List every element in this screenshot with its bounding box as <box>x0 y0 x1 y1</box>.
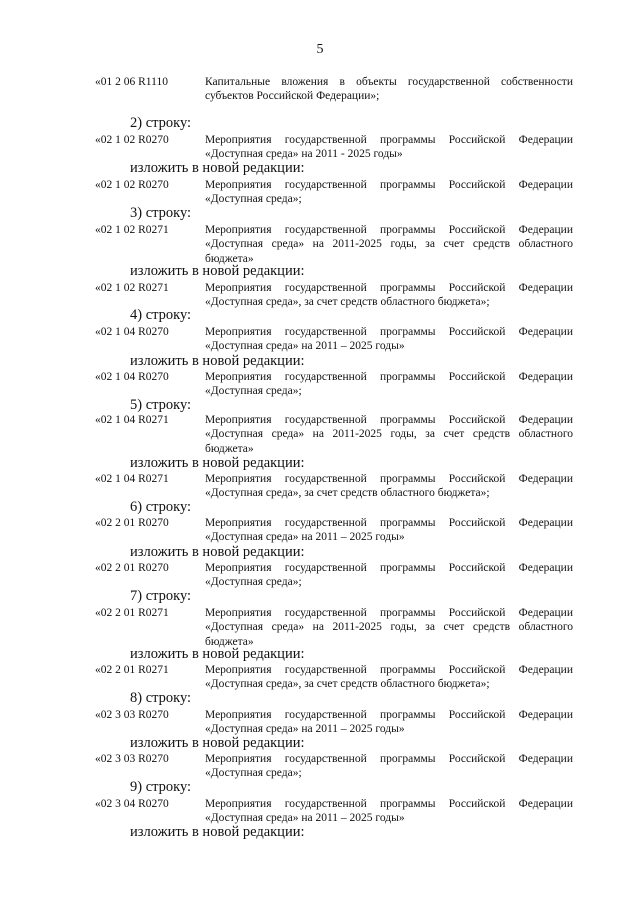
budget-code: «02 3 03 R0270 <box>95 753 169 765</box>
budget-description: Мероприятия государственной программы Российской Федерации «Доступная среда» на 2011 - 2025 годы» <box>205 134 573 161</box>
budget-description: Мероприятия государственной программы Российской Федерации «Доступная среда» на 2011 – 2025 годы» <box>205 798 573 825</box>
section-heading: 6) строку: <box>130 499 192 515</box>
budget-description: Мероприятия государственной программы Российской Федерации «Доступная среда» на 2011-2025 годы, за счет средств областного бюджета» <box>205 414 573 455</box>
section-heading: изложить в новой редакции: <box>130 160 305 176</box>
budget-description: Мероприятия государственной программы Российской Федерации «Доступная среда»; <box>205 371 573 398</box>
budget-description: Капитальные вложения в объекты государственной собственности субъектов Российской Федерации»; <box>205 76 573 103</box>
section-heading: изложить в новой редакции: <box>130 735 305 751</box>
budget-description: Мероприятия государственной программы Российской Федерации «Доступная среда» на 2011-2025 годы, за счет средств областного бюджета» <box>205 224 573 265</box>
budget-description: Мероприятия государственной программы Российской Федерации «Доступная среда»; <box>205 179 573 206</box>
page-number: 5 <box>316 42 324 57</box>
section-heading: 8) строку: <box>130 690 192 706</box>
budget-code: «02 1 04 R0270 <box>95 326 169 338</box>
budget-description: Мероприятия государственной программы Российской Федерации «Доступная среда» на 2011 – 2025 годы» <box>205 709 573 736</box>
budget-description: Мероприятия государственной программы Российской Федерации «Доступная среда» на 2011 – 2025 годы» <box>205 326 573 353</box>
section-heading: изложить в новой редакции: <box>130 544 305 560</box>
budget-code: «02 1 02 R0271 <box>95 224 169 236</box>
section-heading: 5) строку: <box>130 397 192 413</box>
budget-description: Мероприятия государственной программы Российской Федерации «Доступная среда», за счет средств областного бюджета»; <box>205 282 573 309</box>
budget-code: «02 1 02 R0270 <box>95 179 169 191</box>
budget-code: «02 3 04 R0270 <box>95 798 169 810</box>
budget-description: Мероприятия государственной программы Российской Федерации «Доступная среда»; <box>205 562 573 589</box>
budget-description: Мероприятия государственной программы Российской Федерации «Доступная среда» на 2011 – 2025 годы» <box>205 517 573 544</box>
budget-code: «02 2 01 R0270 <box>95 562 169 574</box>
section-heading: 9) строку: <box>130 779 192 795</box>
section-heading: изложить в новой редакции: <box>130 646 305 662</box>
budget-code: «02 2 01 R0270 <box>95 517 169 529</box>
budget-code: «02 1 04 R0271 <box>95 473 169 485</box>
budget-code: «02 1 02 R0270 <box>95 134 169 146</box>
budget-description: Мероприятия государственной программы Российской Федерации «Доступная среда», за счет средств областного бюджета»; <box>205 473 573 500</box>
budget-code: «01 2 06 R1110 <box>95 76 168 88</box>
section-heading: 7) строку: <box>130 588 192 604</box>
budget-description: Мероприятия государственной программы Российской Федерации «Доступная среда» на 2011-2025 годы, за счет средств областного бюджета» <box>205 607 573 648</box>
budget-description: Мероприятия государственной программы Российской Федерации «Доступная среда», за счет средств областного бюджета»; <box>205 664 573 691</box>
section-heading: 3) строку: <box>130 205 192 221</box>
section-heading: 4) строку: <box>130 307 192 323</box>
section-heading: изложить в новой редакции: <box>130 824 305 840</box>
budget-code: «02 3 03 R0270 <box>95 709 169 721</box>
section-heading: изложить в новой редакции: <box>130 455 305 471</box>
budget-code: «02 1 04 R0271 <box>95 414 169 426</box>
section-heading: изложить в новой редакции: <box>130 353 305 369</box>
budget-code: «02 2 01 R0271 <box>95 607 169 619</box>
section-heading: изложить в новой редакции: <box>130 263 305 279</box>
budget-code: «02 1 02 R0271 <box>95 282 169 294</box>
budget-code: «02 1 04 R0270 <box>95 371 169 383</box>
budget-code: «02 2 01 R0271 <box>95 664 169 676</box>
budget-description: Мероприятия государственной программы Российской Федерации «Доступная среда»; <box>205 753 573 780</box>
section-heading: 2) строку: <box>130 115 192 131</box>
